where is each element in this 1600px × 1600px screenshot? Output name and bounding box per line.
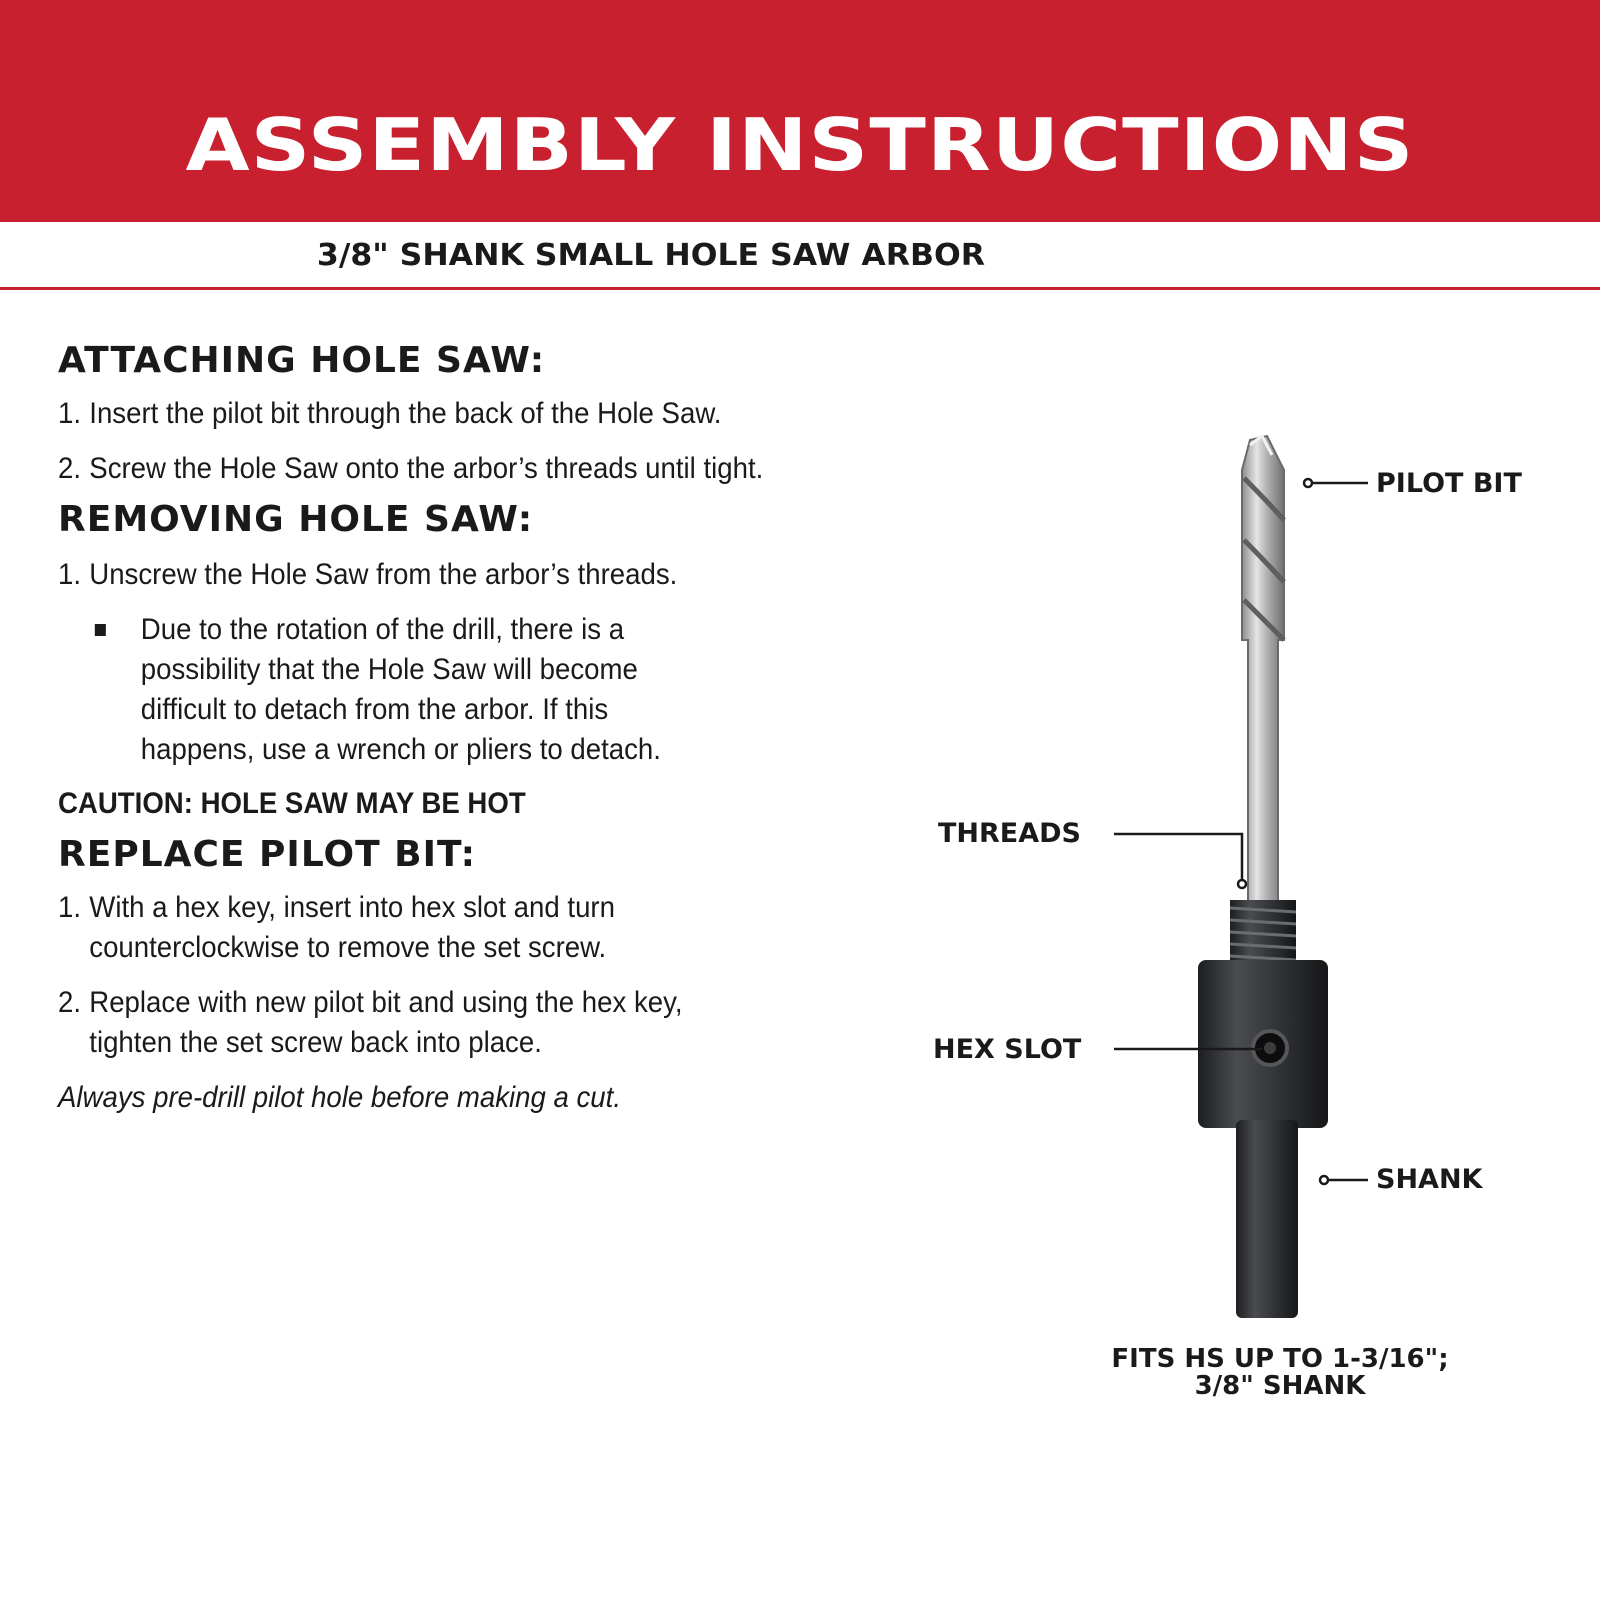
pre-drill-note: Always pre-drill pilot hole before making a cut. <box>58 1081 621 1114</box>
label-shank: SHANK <box>1376 1164 1483 1195</box>
replace-step-1: 1. With a hex key, insert into hex slot and turn counterclockwise to remove the set screw. <box>58 891 615 964</box>
label-threads: THREADS <box>938 818 1082 849</box>
attaching-step-1: 1. Insert the pilot bit through the back of the Hole Saw. <box>58 397 722 430</box>
pilot-bit-illustration <box>1242 436 1284 920</box>
label-hex-slot: HEX SLOT <box>933 1034 1082 1065</box>
label-pilot-bit: PILOT BIT <box>1376 468 1522 499</box>
shank-illustration <box>1236 1120 1298 1318</box>
attaching-step-2: 2. Screw the Hole Saw onto the arbor’s threads until tight. <box>58 452 764 485</box>
attaching-heading: ATTACHING HOLE SAW: <box>58 340 546 381</box>
fits-caption: FITS HS UP TO 1-3/16"; 3/8" SHANK <box>1111 1344 1449 1401</box>
caution-text: CAUTION: HOLE SAW MAY BE HOT <box>58 787 526 820</box>
product-subtitle-text: 3/8" SHANK SMALL HOLE SAW ARBOR <box>316 238 986 273</box>
page-title: ASSEMBLY INSTRUCTIONS <box>185 103 1415 187</box>
replace-step-2: 2. Replace with new pilot bit and using the hex key, tighten the set screw back into place. <box>58 986 683 1059</box>
replace-heading: REPLACE PILOT BIT: <box>58 834 476 875</box>
removing-bullet: Due to the rotation of the drill, there is a possibility that the Hole Saw will become difficult to detach from the arbor. If this happens, use a wrench or pliers to detach. <box>58 610 840 770</box>
removing-step-1: 1. Unscrew the Hole Saw from the arbor’s threads. <box>58 558 678 591</box>
removing-heading: REMOVING HOLE SAW: <box>58 499 534 540</box>
